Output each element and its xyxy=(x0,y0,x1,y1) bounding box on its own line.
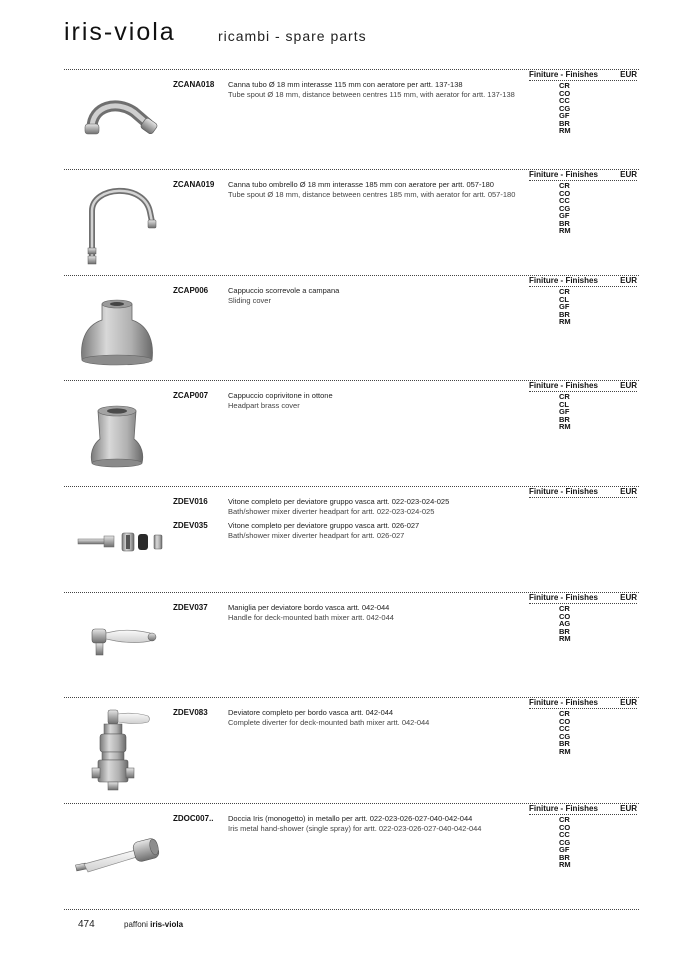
finish-code: CO xyxy=(559,822,571,832)
finishes-label: Finiture - Finishes xyxy=(529,381,598,390)
description-it: Deviatore completo per bordo vasca artt. 042-044 xyxy=(228,708,394,717)
finishes-header xyxy=(529,69,637,81)
finish-code: GF xyxy=(559,111,570,120)
footer-brand-prefix: paffoni xyxy=(124,920,148,929)
product-description xyxy=(228,391,528,411)
description-en: Bath/shower mixer diverter headpart for artt. 022-023-024-025 xyxy=(228,507,435,516)
finishes-label: Finiture - Finishes xyxy=(529,170,598,179)
currency-label: EUR xyxy=(620,381,637,390)
currency-label: EUR xyxy=(620,698,637,707)
currency-label: EUR xyxy=(620,487,637,496)
finish-code: CR xyxy=(559,287,570,296)
finish-code: RM xyxy=(559,422,571,431)
currency-label: EUR xyxy=(620,70,637,79)
product-row xyxy=(64,380,639,487)
product-code: ZCANA018 xyxy=(173,80,215,89)
footer-brand-name: iris-viola xyxy=(150,920,184,929)
product-row xyxy=(64,275,639,382)
description-it: Canna tubo Ø 18 mm interasse 115 mm con aeratore per artt. 137-138 xyxy=(228,80,463,89)
product-row xyxy=(64,169,639,276)
finish-code: CG xyxy=(559,103,571,113)
finish-code: CR xyxy=(559,604,570,613)
product-code-secondary: ZDEV035 xyxy=(173,521,208,530)
finish-code: CR xyxy=(559,392,570,401)
finish-code: CC xyxy=(559,830,570,839)
product-image-complete-diverter xyxy=(72,702,162,796)
description-en: Headpart brass cover xyxy=(228,401,300,410)
finish-code: RM xyxy=(559,746,571,756)
finishes-label: Finiture - Finishes xyxy=(529,804,598,813)
product-code: ZCANA019 xyxy=(173,180,215,189)
product-row xyxy=(64,697,639,804)
finish-code: BR xyxy=(559,852,570,862)
finish-code: CL xyxy=(559,294,569,304)
finish-list xyxy=(559,710,571,755)
page-subtitle: ricambi - spare parts xyxy=(218,28,367,44)
finishes-label: Finiture - Finishes xyxy=(529,487,598,496)
product-code: ZCAP007 xyxy=(173,391,209,400)
product-image-headpart-cover xyxy=(72,387,162,477)
finish-code: CC xyxy=(559,724,570,733)
finish-code: BR xyxy=(559,309,570,319)
product-row xyxy=(64,486,639,593)
finish-code: CR xyxy=(559,709,570,718)
finish-code: RM xyxy=(559,634,571,643)
finish-code: GF xyxy=(559,302,570,311)
finish-code: CO xyxy=(559,88,571,98)
finishes-label: Finiture - Finishes xyxy=(529,276,598,285)
finish-code: CL xyxy=(559,399,569,409)
finish-code: RM xyxy=(559,860,571,869)
finish-code: CG xyxy=(559,203,571,213)
product-code: ZDEV037 xyxy=(173,603,208,612)
product-image-diverter-handle xyxy=(72,599,162,689)
finish-code: RM xyxy=(559,317,571,326)
finishes-header xyxy=(529,380,637,392)
finishes-header xyxy=(529,803,637,815)
brand-title: iris-viola xyxy=(64,18,176,46)
product-description-secondary xyxy=(228,521,528,541)
product-image-bell-cover xyxy=(72,282,162,372)
description-en: Complete diverter for deck-mounted bath mixer artt. 042-044 xyxy=(228,718,430,727)
description-it: Vitone completo per deviatore gruppo vasca artt. 026-027 xyxy=(228,521,420,530)
finishes-label: Finiture - Finishes xyxy=(529,593,598,602)
product-image-hand-shower xyxy=(72,810,162,900)
product-code: ZDEV083 xyxy=(173,708,208,717)
finish-code: BR xyxy=(559,218,570,228)
finishes-header xyxy=(529,486,637,498)
product-description xyxy=(228,603,528,623)
product-description xyxy=(228,80,528,100)
product-code: ZDOC007.. xyxy=(173,814,214,823)
description-en: Bath/shower mixer diverter headpart for artt. 026-027 xyxy=(228,531,405,540)
description-en: Tube spout Ø 18 mm, distance between centres 185 mm, with aerator for artt. 057-180 xyxy=(228,190,516,199)
product-row xyxy=(64,803,639,910)
product-image-swan-neck-spout xyxy=(72,176,162,266)
page-number: 474 xyxy=(78,919,95,930)
description-it: Doccia Iris (monogetto) in metallo per artt. 022-023-026-027-040-042-044 xyxy=(228,814,473,823)
finish-code: CG xyxy=(559,731,571,741)
finish-code: BR xyxy=(559,626,570,636)
finish-code: GF xyxy=(559,845,570,854)
finish-code: BR xyxy=(559,414,570,424)
finish-code: CR xyxy=(559,81,570,90)
currency-label: EUR xyxy=(620,170,637,179)
description-en: Handle for deck-mounted bath mixer artt. 042-044 xyxy=(228,613,394,622)
finish-code: CO xyxy=(559,611,571,621)
finishes-header xyxy=(529,592,637,604)
finish-list xyxy=(559,393,571,431)
description-it: Maniglia per deviatore bordo vasca artt. 042-044 xyxy=(228,603,390,612)
finish-code: AG xyxy=(559,619,571,628)
finish-code: CR xyxy=(559,181,570,190)
finish-code: RM xyxy=(559,126,571,135)
finishes-header xyxy=(529,697,637,709)
finishes-label: Finiture - Finishes xyxy=(529,698,598,707)
finish-list xyxy=(559,82,571,135)
product-description xyxy=(228,286,528,306)
finishes-label: Finiture - Finishes xyxy=(529,70,598,79)
product-code: ZDEV016 xyxy=(173,497,208,506)
product-image-short-curved-spout xyxy=(72,76,162,166)
finish-list xyxy=(559,605,571,643)
finishes-header xyxy=(529,275,637,287)
product-row xyxy=(64,592,639,699)
product-description xyxy=(228,814,528,834)
finish-code: RM xyxy=(559,226,571,235)
description-it: Cappuccio coprivitone in ottone xyxy=(228,391,333,400)
finish-list xyxy=(559,182,571,235)
finishes-header xyxy=(529,169,637,181)
description-it: Cappuccio scorrevole a campana xyxy=(228,286,340,295)
finish-code: CC xyxy=(559,196,570,205)
product-description xyxy=(228,497,528,517)
product-description xyxy=(228,708,528,728)
currency-label: EUR xyxy=(620,593,637,602)
finish-code: CO xyxy=(559,716,571,726)
finish-code: CO xyxy=(559,188,571,198)
finish-code: CR xyxy=(559,815,570,824)
finish-code: GF xyxy=(559,211,570,220)
description-it: Vitone completo per deviatore gruppo vasca artt. 022-023-024-025 xyxy=(228,497,450,506)
finish-code: BR xyxy=(559,118,570,128)
finish-code: GF xyxy=(559,407,570,416)
finish-code: BR xyxy=(559,739,570,748)
description-en: Tube spout Ø 18 mm, distance between centres 115 mm, with aerator for artt. 137-138 xyxy=(228,90,515,99)
description-en: Iris metal hand-shower (single spray) for artt. 022-023-026-027-040-042-044 xyxy=(228,824,482,833)
footer-divider xyxy=(64,909,639,910)
currency-label: EUR xyxy=(620,276,637,285)
finish-code: CC xyxy=(559,96,570,105)
description-it: Canna tubo ombrello Ø 18 mm interasse 185 mm con aeratore per artt. 057-180 xyxy=(228,180,494,189)
product-code: ZCAP006 xyxy=(173,286,209,295)
product-image-diverter-headpart-kit xyxy=(68,493,170,583)
product-description xyxy=(228,180,528,200)
finish-code: CG xyxy=(559,837,571,847)
footer-brand xyxy=(124,920,183,929)
product-row xyxy=(64,69,639,176)
finish-list xyxy=(559,288,571,326)
currency-label: EUR xyxy=(620,804,637,813)
description-en: Sliding cover xyxy=(228,296,271,305)
finish-list xyxy=(559,816,571,869)
